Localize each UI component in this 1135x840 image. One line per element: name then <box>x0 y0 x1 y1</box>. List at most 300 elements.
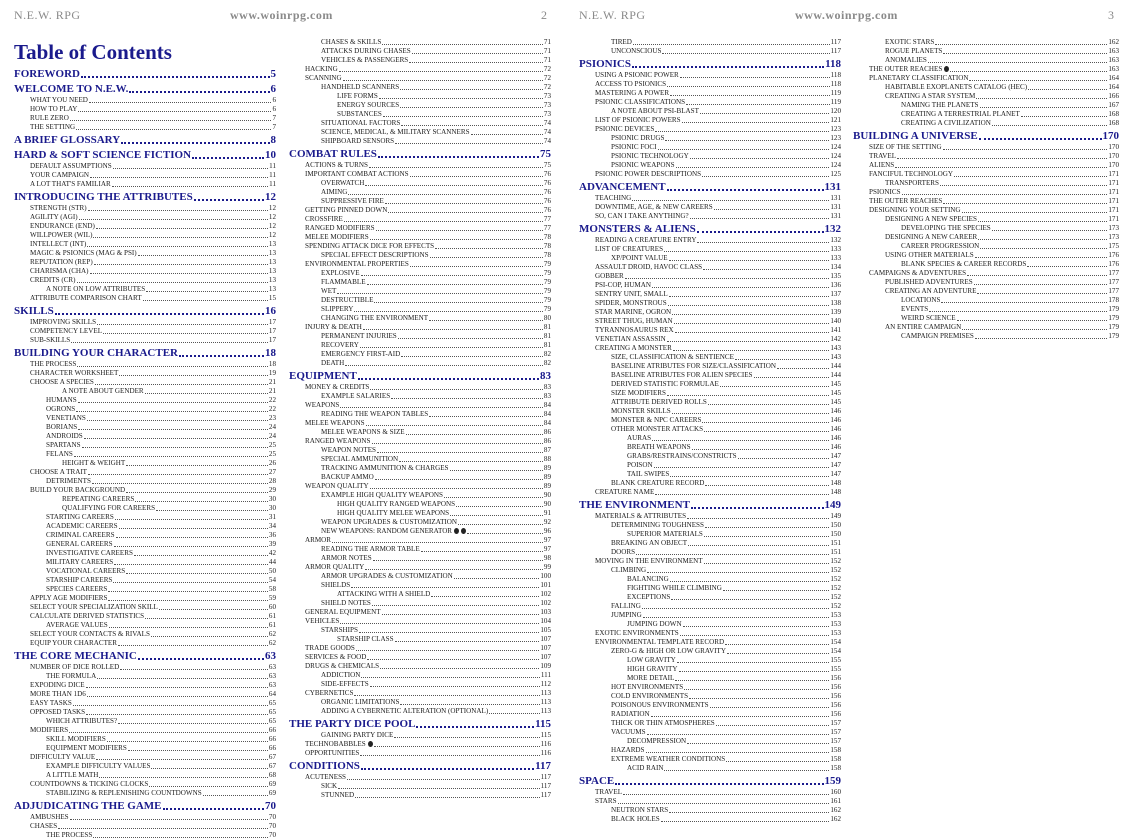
toc-section-entry[interactable] <box>579 584 841 593</box>
toc-section-entry[interactable] <box>579 98 841 107</box>
toc-section-entry[interactable] <box>14 549 276 558</box>
dot-leader <box>92 483 268 484</box>
toc-page-number: 163 <box>1108 56 1119 64</box>
toc-section-entry[interactable] <box>289 491 551 500</box>
toc-section-entry[interactable] <box>289 689 551 698</box>
toc-section-entry[interactable] <box>579 308 841 317</box>
toc-chapter-entry[interactable] <box>289 759 551 773</box>
toc-section-entry[interactable] <box>289 74 551 83</box>
toc-section-entry[interactable] <box>853 119 1119 128</box>
toc-section-entry[interactable] <box>579 344 841 353</box>
toc-section-entry[interactable] <box>14 567 276 576</box>
toc-section-entry[interactable] <box>579 194 841 203</box>
toc-section-entry[interactable] <box>579 719 841 728</box>
toc-section-entry[interactable] <box>289 581 551 590</box>
toc-entry-title: STARS <box>595 797 617 805</box>
toc-section-entry[interactable] <box>289 197 551 206</box>
toc-section-entry[interactable] <box>14 531 276 540</box>
toc-section-entry[interactable] <box>853 242 1119 251</box>
toc-section-entry[interactable] <box>14 726 276 735</box>
toc-section-entry[interactable] <box>14 735 276 744</box>
toc-section-entry[interactable] <box>14 123 276 132</box>
toc-section-entry[interactable] <box>579 638 841 647</box>
toc-section-entry[interactable] <box>579 371 841 380</box>
toc-section-entry[interactable] <box>579 701 841 710</box>
toc-section-entry[interactable] <box>579 254 841 263</box>
toc-section-entry[interactable] <box>579 566 841 575</box>
toc-section-entry[interactable] <box>289 341 551 350</box>
toc-section-entry[interactable] <box>14 240 276 249</box>
toc-section-entry[interactable] <box>853 101 1119 110</box>
toc-section-entry[interactable] <box>579 416 841 425</box>
toc-section-entry[interactable] <box>14 699 276 708</box>
toc-section-entry[interactable] <box>14 213 276 222</box>
toc-section-entry[interactable] <box>14 762 276 771</box>
toc-section-entry[interactable] <box>289 251 551 260</box>
toc-section-entry[interactable] <box>14 630 276 639</box>
toc-section-entry[interactable] <box>14 276 276 285</box>
toc-section-entry[interactable] <box>289 680 551 689</box>
toc-section-entry[interactable] <box>14 336 276 345</box>
toc-section-entry[interactable] <box>14 753 276 762</box>
toc-section-entry[interactable] <box>579 764 841 773</box>
toc-section-entry[interactable] <box>289 599 551 608</box>
dot-leader <box>412 53 543 54</box>
toc-section-entry[interactable] <box>14 378 276 387</box>
toc-section-entry[interactable] <box>14 231 276 240</box>
toc-section-entry[interactable] <box>579 512 841 521</box>
toc-page-number: 142 <box>830 335 841 343</box>
toc-chapter-entry[interactable] <box>14 304 276 318</box>
toc-section-entry[interactable] <box>579 170 841 179</box>
toc-section-entry[interactable] <box>579 755 841 764</box>
toc-page-number: 78 <box>543 233 551 241</box>
toc-section-entry[interactable] <box>579 203 841 212</box>
toc-section-entry[interactable] <box>289 536 551 545</box>
toc-chapter-entry[interactable] <box>289 369 551 383</box>
toc-section-entry[interactable] <box>289 698 551 707</box>
toc-section-entry[interactable] <box>14 831 276 840</box>
toc-section-entry[interactable] <box>579 665 841 674</box>
toc-section-entry[interactable] <box>579 272 841 281</box>
toc-section-entry[interactable] <box>289 296 551 305</box>
toc-section-entry[interactable] <box>853 305 1119 314</box>
toc-section-entry[interactable] <box>14 789 276 798</box>
toc-section-entry[interactable] <box>289 224 551 233</box>
toc-section-entry[interactable] <box>289 161 551 170</box>
toc-section-entry[interactable] <box>14 162 276 171</box>
toc-section-entry[interactable] <box>289 473 551 482</box>
toc-section-entry[interactable] <box>853 296 1119 305</box>
toc-chapter-entry[interactable] <box>14 649 276 663</box>
toc-section-entry[interactable] <box>14 504 276 513</box>
toc-section-entry[interactable] <box>289 446 551 455</box>
toc-section-entry[interactable] <box>14 105 276 114</box>
toc-entry-title: CLIMBING <box>611 566 647 574</box>
toc-section-entry[interactable] <box>14 204 276 213</box>
toc-section-entry[interactable] <box>853 260 1119 269</box>
toc-chapter-entry[interactable] <box>579 57 841 71</box>
toc-section-entry[interactable] <box>289 323 551 332</box>
toc-section-entry[interactable] <box>853 233 1119 242</box>
toc-section-entry[interactable] <box>289 590 551 599</box>
toc-section-entry[interactable] <box>14 450 276 459</box>
toc-section-entry[interactable] <box>853 179 1119 188</box>
toc-section-entry[interactable] <box>579 674 841 683</box>
toc-section-entry[interactable] <box>289 455 551 464</box>
toc-section-entry[interactable] <box>14 663 276 672</box>
toc-section-entry[interactable] <box>579 746 841 755</box>
toc-section-entry[interactable] <box>579 737 841 746</box>
toc-section-entry[interactable] <box>289 791 551 800</box>
toc-section-entry[interactable] <box>579 602 841 611</box>
toc-section-entry[interactable] <box>289 731 551 740</box>
toc-section-entry[interactable] <box>579 398 841 407</box>
toc-section-entry[interactable] <box>579 548 841 557</box>
toc-section-entry[interactable] <box>14 771 276 780</box>
toc-section-entry[interactable] <box>579 806 841 815</box>
toc-section-entry[interactable] <box>14 222 276 231</box>
toc-section-entry[interactable] <box>14 267 276 276</box>
toc-entry-title: ARMOR <box>305 536 332 544</box>
toc-section-entry[interactable] <box>853 83 1119 92</box>
toc-section-entry[interactable] <box>289 482 551 491</box>
toc-section-entry[interactable] <box>14 585 276 594</box>
toc-chapter-entry[interactable] <box>14 82 276 96</box>
toc-section-entry[interactable] <box>289 773 551 782</box>
toc-section-entry[interactable] <box>853 74 1119 83</box>
toc-chapter-entry[interactable] <box>14 190 276 204</box>
toc-section-entry[interactable] <box>579 71 841 80</box>
toc-section-entry[interactable] <box>579 161 841 170</box>
toc-section-entry[interactable] <box>289 314 551 323</box>
toc-section-entry[interactable] <box>289 137 551 146</box>
toc-section-entry[interactable] <box>853 332 1119 341</box>
toc-section-entry[interactable] <box>579 710 841 719</box>
toc-section-entry[interactable] <box>14 744 276 753</box>
toc-section-entry[interactable] <box>289 740 551 749</box>
toc-section-entry[interactable] <box>289 401 551 410</box>
toc-section-entry[interactable] <box>14 576 276 585</box>
toc-section-entry[interactable] <box>289 626 551 635</box>
toc-section-entry[interactable] <box>579 134 841 143</box>
toc-section-entry[interactable] <box>579 152 841 161</box>
toc-section-entry[interactable] <box>289 545 551 554</box>
toc-section-entry[interactable] <box>289 305 551 314</box>
toc-section-entry[interactable] <box>579 212 841 221</box>
toc-section-entry[interactable] <box>853 161 1119 170</box>
toc-section-entry[interactable] <box>289 206 551 215</box>
toc-section-entry[interactable] <box>289 671 551 680</box>
dot-leader <box>179 355 264 357</box>
toc-section-entry[interactable] <box>14 459 276 468</box>
toc-section-entry[interactable] <box>853 323 1119 332</box>
toc-section-entry[interactable] <box>289 662 551 671</box>
toc-section-entry[interactable] <box>579 245 841 254</box>
toc-section-entry[interactable] <box>14 558 276 567</box>
toc-section-entry[interactable] <box>289 392 551 401</box>
toc-section-entry[interactable] <box>853 47 1119 56</box>
toc-section-entry[interactable] <box>14 369 276 378</box>
toc-section-entry[interactable] <box>289 83 551 92</box>
toc-section-entry[interactable] <box>853 170 1119 179</box>
toc-section-entry[interactable] <box>289 410 551 419</box>
toc-section-entry[interactable] <box>14 639 276 648</box>
toc-section-entry[interactable] <box>579 479 841 488</box>
toc-section-entry[interactable] <box>14 612 276 621</box>
toc-section-entry[interactable] <box>579 281 841 290</box>
toc-section-entry[interactable] <box>289 563 551 572</box>
toc-section-entry[interactable] <box>579 80 841 89</box>
toc-section-entry[interactable] <box>289 350 551 359</box>
toc-section-entry[interactable] <box>289 608 551 617</box>
toc-section-entry[interactable] <box>853 56 1119 65</box>
toc-section-entry[interactable] <box>14 672 276 681</box>
toc-chapter-entry[interactable] <box>579 498 841 512</box>
toc-section-entry[interactable] <box>853 197 1119 206</box>
toc-section-entry[interactable] <box>579 290 841 299</box>
toc-chapter-entry[interactable] <box>14 133 276 147</box>
toc-section-entry[interactable] <box>853 314 1119 323</box>
toc-section-entry[interactable] <box>289 101 551 110</box>
toc-section-entry[interactable] <box>14 468 276 477</box>
toc-section-entry[interactable] <box>289 260 551 269</box>
toc-section-entry[interactable] <box>579 629 841 638</box>
toc-section-entry[interactable] <box>14 294 276 303</box>
toc-section-entry[interactable] <box>14 708 276 717</box>
toc-section-entry[interactable] <box>289 644 551 653</box>
toc-section-entry[interactable] <box>579 488 841 497</box>
toc-section-entry[interactable] <box>289 617 551 626</box>
toc-chapter-entry[interactable] <box>579 222 841 236</box>
toc-section-entry[interactable] <box>289 65 551 74</box>
toc-section-entry[interactable] <box>853 206 1119 215</box>
toc-section-entry[interactable] <box>14 432 276 441</box>
toc-section-entry[interactable] <box>853 224 1119 233</box>
toc-section-entry[interactable] <box>14 540 276 549</box>
toc-section-entry[interactable] <box>579 326 841 335</box>
dot-leader <box>980 248 1107 249</box>
toc-section-entry[interactable] <box>579 728 841 737</box>
toc-page-number: 13 <box>268 240 276 248</box>
toc-section-entry[interactable] <box>579 470 841 479</box>
toc-section-entry[interactable] <box>579 353 841 362</box>
toc-chapter-entry[interactable] <box>579 180 841 194</box>
toc-section-entry[interactable] <box>853 269 1119 278</box>
toc-section-entry[interactable] <box>289 332 551 341</box>
toc-section-entry[interactable] <box>289 359 551 368</box>
toc-page-number: 11 <box>269 171 276 179</box>
toc-section-entry[interactable] <box>14 318 276 327</box>
toc-section-entry[interactable] <box>579 425 841 434</box>
toc-section-entry[interactable] <box>14 258 276 267</box>
toc-section-entry[interactable] <box>289 233 551 242</box>
toc-section-entry[interactable] <box>14 495 276 504</box>
toc-section-entry[interactable] <box>579 557 841 566</box>
toc-chapter-entry[interactable] <box>14 799 276 813</box>
toc-section-entry[interactable] <box>579 593 841 602</box>
toc-section-entry[interactable] <box>14 114 276 123</box>
toc-section-entry[interactable] <box>289 188 551 197</box>
toc-section-entry[interactable] <box>14 681 276 690</box>
toc-section-entry[interactable] <box>579 620 841 629</box>
toc-section-entry[interactable] <box>289 500 551 509</box>
toc-section-entry[interactable] <box>289 635 551 644</box>
toc-section-entry[interactable] <box>289 464 551 473</box>
toc-chapter-entry[interactable] <box>14 148 276 162</box>
toc-section-entry[interactable] <box>579 575 841 584</box>
toc-section-entry[interactable] <box>14 441 276 450</box>
toc-section-entry[interactable] <box>289 707 551 716</box>
toc-section-entry[interactable] <box>579 647 841 656</box>
toc-section-entry[interactable] <box>289 242 551 251</box>
toc-section-entry[interactable] <box>14 327 276 336</box>
toc-chapter-entry[interactable] <box>14 67 276 81</box>
toc-section-entry[interactable] <box>14 285 276 294</box>
toc-section-entry[interactable] <box>579 434 841 443</box>
toc-section-entry[interactable] <box>853 188 1119 197</box>
toc-section-entry[interactable] <box>14 621 276 630</box>
toc-section-entry[interactable] <box>579 38 841 47</box>
toc-section-entry[interactable] <box>289 383 551 392</box>
toc-chapter-entry[interactable] <box>853 129 1119 143</box>
toc-section-entry[interactable] <box>289 92 551 101</box>
toc-section-entry[interactable] <box>579 47 841 56</box>
toc-section-entry[interactable] <box>14 180 276 189</box>
toc-page-number: 74 <box>543 119 551 127</box>
toc-section-entry[interactable] <box>14 603 276 612</box>
toc-section-entry[interactable] <box>289 749 551 758</box>
toc-section-entry[interactable] <box>289 527 551 536</box>
toc-section-entry[interactable] <box>289 518 551 527</box>
toc-section-entry[interactable] <box>289 428 551 437</box>
toc-section-entry[interactable] <box>14 822 276 831</box>
toc-section-entry[interactable] <box>289 170 551 179</box>
toc-section-entry[interactable] <box>579 362 841 371</box>
toc-section-entry[interactable] <box>14 780 276 789</box>
toc-section-entry[interactable] <box>579 611 841 620</box>
toc-section-entry[interactable] <box>289 119 551 128</box>
toc-section-entry[interactable] <box>14 594 276 603</box>
toc-section-entry[interactable] <box>14 360 276 369</box>
toc-section-entry[interactable] <box>579 656 841 665</box>
toc-section-entry[interactable] <box>289 509 551 518</box>
toc-section-entry[interactable] <box>579 299 841 308</box>
toc-section-entry[interactable] <box>579 125 841 134</box>
toc-section-entry[interactable] <box>14 717 276 726</box>
toc-section-entry[interactable] <box>853 287 1119 296</box>
toc-section-entry[interactable] <box>289 554 551 563</box>
toc-section-entry[interactable] <box>289 179 551 188</box>
toc-section-entry[interactable] <box>579 335 841 344</box>
toc-section-entry[interactable] <box>14 171 276 180</box>
toc-section-entry[interactable] <box>289 419 551 428</box>
toc-section-entry[interactable] <box>853 251 1119 260</box>
toc-section-entry[interactable] <box>579 107 841 116</box>
toc-section-entry[interactable] <box>289 128 551 137</box>
toc-section-entry[interactable] <box>14 249 276 258</box>
dot-leader <box>962 329 1107 330</box>
toc-section-entry[interactable] <box>579 380 841 389</box>
toc-chapter-entry[interactable] <box>14 346 276 360</box>
toc-section-entry[interactable] <box>289 278 551 287</box>
toc-section-entry[interactable] <box>579 797 841 806</box>
toc-section-entry[interactable] <box>579 683 841 692</box>
toc-section-entry[interactable] <box>289 572 551 581</box>
toc-section-entry[interactable] <box>14 423 276 432</box>
toc-section-entry[interactable] <box>14 513 276 522</box>
toc-entry-title: READING THE ARMOR TABLE <box>321 545 420 553</box>
toc-section-entry[interactable] <box>14 477 276 486</box>
toc-section-entry[interactable] <box>579 815 841 824</box>
toc-section-entry[interactable] <box>579 143 841 152</box>
toc-section-entry[interactable] <box>289 269 551 278</box>
toc-section-entry[interactable] <box>579 539 841 548</box>
toc-section-entry[interactable] <box>579 263 841 272</box>
toc-section-entry[interactable] <box>579 452 841 461</box>
toc-section-entry[interactable] <box>853 65 1119 74</box>
toc-section-entry[interactable] <box>853 152 1119 161</box>
toc-section-entry[interactable] <box>853 110 1119 119</box>
toc-chapter-entry[interactable] <box>289 717 551 731</box>
dot-leader <box>738 458 830 459</box>
toc-section-entry[interactable] <box>14 387 276 396</box>
toc-section-entry[interactable] <box>289 437 551 446</box>
toc-section-entry[interactable] <box>289 215 551 224</box>
toc-section-entry[interactable] <box>14 396 276 405</box>
toc-section-entry[interactable] <box>853 92 1119 101</box>
toc-section-entry[interactable] <box>14 522 276 531</box>
toc-section-entry[interactable] <box>289 110 551 119</box>
toc-page-number: 146 <box>830 425 841 433</box>
toc-page-number: 145 <box>830 389 841 397</box>
toc-section-entry[interactable] <box>289 287 551 296</box>
toc-section-entry[interactable] <box>579 530 841 539</box>
toc-section-entry[interactable] <box>289 38 551 47</box>
toc-section-entry[interactable] <box>579 521 841 530</box>
toc-section-entry[interactable] <box>289 47 551 56</box>
toc-section-entry[interactable] <box>579 389 841 398</box>
toc-section-entry[interactable] <box>579 407 841 416</box>
toc-section-entry[interactable] <box>579 317 841 326</box>
toc-section-entry[interactable] <box>853 38 1119 47</box>
toc-chapter-entry[interactable] <box>579 774 841 788</box>
toc-section-entry[interactable] <box>289 56 551 65</box>
toc-section-entry[interactable] <box>853 278 1119 287</box>
toc-section-entry[interactable] <box>579 236 841 245</box>
toc-section-entry[interactable] <box>853 215 1119 224</box>
toc-section-entry[interactable] <box>14 96 276 105</box>
toc-section-entry[interactable] <box>289 782 551 791</box>
toc-section-entry[interactable] <box>14 486 276 495</box>
toc-section-entry[interactable] <box>579 692 841 701</box>
toc-chapter-entry[interactable] <box>289 147 551 161</box>
toc-section-entry[interactable] <box>14 414 276 423</box>
toc-section-entry[interactable] <box>853 143 1119 152</box>
toc-section-entry[interactable] <box>14 405 276 414</box>
toc-section-entry[interactable] <box>579 116 841 125</box>
toc-page-number: 99 <box>543 563 551 571</box>
toc-section-entry[interactable] <box>579 443 841 452</box>
toc-section-entry[interactable] <box>579 788 841 797</box>
toc-section-entry[interactable] <box>579 89 841 98</box>
toc-section-entry[interactable] <box>289 653 551 662</box>
toc-section-entry[interactable] <box>579 461 841 470</box>
dot-leader <box>705 485 829 486</box>
toc-section-entry[interactable] <box>14 690 276 699</box>
toc-section-entry[interactable] <box>14 813 276 822</box>
toc-page-number: 84 <box>543 401 551 409</box>
